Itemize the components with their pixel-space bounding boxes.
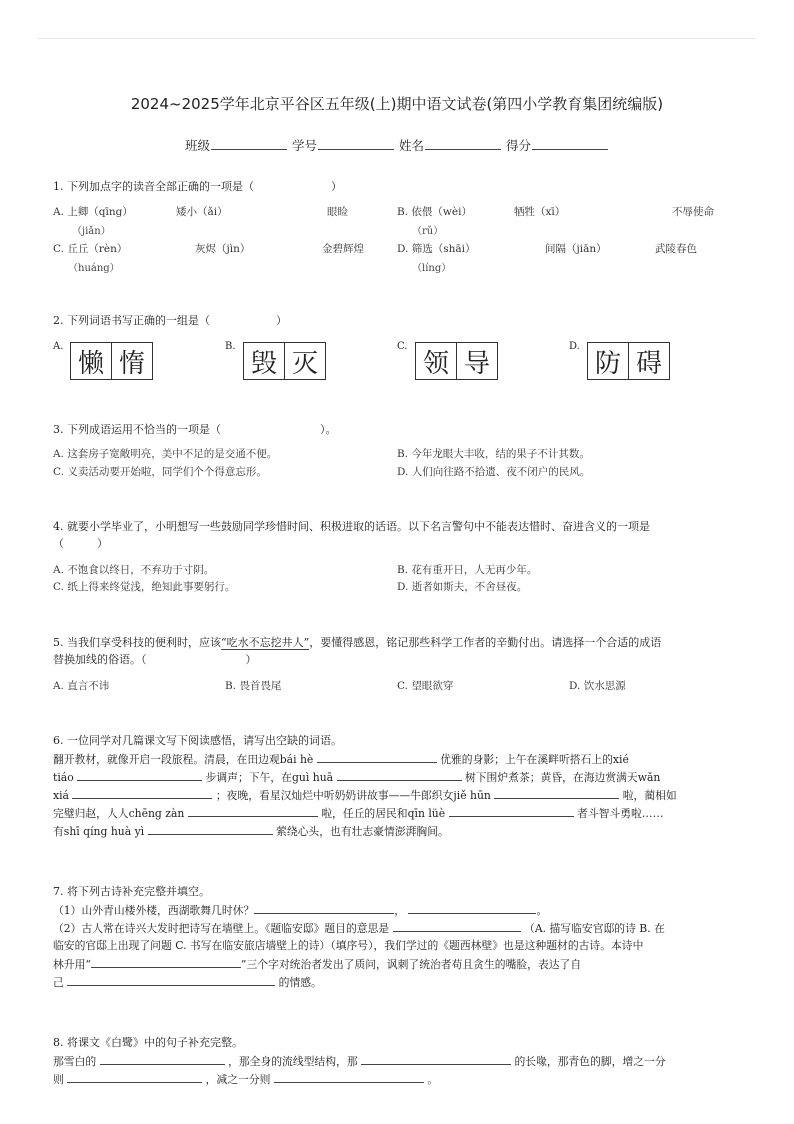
q6-text: ；夜晚，看星汉灿烂中听奶奶讲故事——牛郎织女jiě hūn <box>215 789 491 802</box>
q6-line-4 <box>53 805 743 821</box>
class-blank[interactable] <box>211 137 287 150</box>
q6-line-2 <box>53 769 743 785</box>
q6-text: 翻开教材，就像开启一段旅程。清晨，在田边观bái hè <box>53 753 314 766</box>
q6-blank-xietiao[interactable] <box>77 769 202 781</box>
q4-option-b[interactable]: B. 花有重开日，人无再少年。 <box>397 564 538 576</box>
q6-text: 优雅的身影；上午在溪畔听搭石上的xié <box>440 753 629 766</box>
char-cell: 领 <box>415 342 457 380</box>
q5-stem-part1: 5. 当我们享受科技的便利时，应该 <box>53 636 221 649</box>
student-info-row <box>0 136 794 154</box>
q2-option-d-grid[interactable] <box>587 342 670 380</box>
q1-option-a[interactable] <box>53 205 133 219</box>
q7-text: （1）山外青山楼外楼，西湖歌舞几时休？ <box>53 904 255 917</box>
q7-text: 己 <box>53 976 64 989</box>
q1-b-item3-pinyin: （rǔ） <box>412 226 444 237</box>
q1-c-item2: 灰烬（jìn） <box>195 243 251 255</box>
q2-d-label: D. <box>569 341 580 352</box>
q1-b-item2: 牺牲（xī） <box>514 206 566 218</box>
q6-text: xiá <box>53 789 69 802</box>
q6-text: 有shī qíng huà yì <box>53 825 145 838</box>
q8-text: ，减之一分则 <box>205 1073 271 1086</box>
q5-option-c[interactable]: C. 望眼欲穿 <box>397 680 454 692</box>
q6-text: 啦，蔺相如 <box>622 789 677 802</box>
q1-option-b[interactable] <box>397 205 472 219</box>
q1-option-c[interactable] <box>53 242 127 256</box>
question-4-stem-cont: （ ） <box>53 537 108 550</box>
q1-d-item1: 筛选（shāi） <box>411 243 476 255</box>
page-title: 2024~2025学年北京平谷区五年级(上)期中语文试卷(第四小学教育集团统编版) <box>130 95 664 113</box>
question-8-stem: 8. 将课文《白鹭》中的句子补充完整。 <box>53 1036 243 1049</box>
question-6-stem: 6. 一位同学对几篇课文写下阅读感悟，请写出空缺的词语。 <box>53 734 342 747</box>
q6-line-3 <box>53 787 743 803</box>
q8-text: ，那全身的流线型结构，那 <box>228 1055 358 1068</box>
q6-line-1 <box>53 751 743 767</box>
q2-b-label: B. <box>225 341 236 352</box>
q1-d-item3: 武陵春色 <box>655 243 697 255</box>
q3-option-d[interactable]: D. 人们向往路不拾遗、夜不闭户的民风。 <box>397 466 591 478</box>
q6-text: 步调声；下午，在guì huā <box>205 771 334 784</box>
question-4-stem: 4. 就要小学毕业了，小明想写一些鼓励同学珍惜时间、积极进取的话语。以下名言警句中不能表达惜时、奋进含义的一项是 <box>53 520 650 533</box>
number-label: 学号 <box>291 138 317 153</box>
char-cell: 灭 <box>285 342 326 380</box>
q1-c-item3-pinyin: （huáng） <box>68 263 120 274</box>
q3-option-a[interactable]: A. 这套房子宽敞明亮，美中不足的是交通不便。 <box>53 448 278 460</box>
q8-text: 。 <box>427 1073 439 1086</box>
question-1-stem: 1. 下列加点字的读音全部正确的一项是（ ） <box>53 180 342 193</box>
q6-blank-jiehun[interactable] <box>494 787 619 799</box>
q7-text: 的情感。 <box>278 976 322 989</box>
q8-text: 那雪白的 <box>53 1055 97 1068</box>
q7-blank-three-chars[interactable] <box>91 956 241 968</box>
q7-line-4 <box>53 956 743 972</box>
q1-b-item1: 依偎（wèi） <box>411 206 472 218</box>
q8-line-1 <box>53 1053 743 1069</box>
q3-option-c[interactable]: C. 义卖活动要开始啦，同学们个个得意忘形。 <box>53 466 267 478</box>
q4-option-a[interactable]: A. 不饱食以终日，不弃功于寸阴。 <box>53 564 215 576</box>
q6-text: 萦绕心头，也有壮志豪情澎湃胸间。 <box>276 825 449 838</box>
q7-blank-poem-2[interactable] <box>408 902 536 914</box>
char-cell: 懒 <box>70 342 112 380</box>
question-3-stem: 3. 下列成语运用不恰当的一项是（ ）。 <box>53 423 337 436</box>
q2-option-c-grid[interactable] <box>415 342 498 380</box>
q7-blank-title-meaning[interactable] <box>393 920 521 932</box>
q6-text: 者斗智斗勇啦…… <box>577 807 664 820</box>
q7-text: ， <box>394 904 406 917</box>
q1-d-item2: 间隔（jiān） <box>545 243 607 255</box>
char-cell: 毁 <box>243 342 285 380</box>
q6-text: 完璧归赵，人人chēng zàn <box>53 807 185 820</box>
q2-option-a-grid[interactable] <box>70 342 153 380</box>
q6-blank-chengzan[interactable] <box>188 805 318 817</box>
q2-option-b-grid[interactable] <box>243 342 326 380</box>
score-blank[interactable] <box>532 137 608 150</box>
name-blank[interactable] <box>425 137 501 150</box>
q5-underlined-saying: “吃水不忘挖井人” <box>221 636 310 649</box>
q1-a-item3-pinyin: （jiǎn） <box>72 226 111 237</box>
name-label: 姓名 <box>398 138 424 153</box>
q7-blank-emotion[interactable] <box>67 974 275 986</box>
q7-text: 林升用“ <box>53 958 91 971</box>
q7-blank-poem-1[interactable] <box>254 902 394 914</box>
char-cell: 碍 <box>629 342 670 380</box>
q4-option-d[interactable]: D. 逝者如斯夫，不舍昼夜。 <box>397 581 528 593</box>
q1-a-item2: 矮小（ǎi） <box>176 206 228 218</box>
q5-option-a[interactable]: A. 直言不讳 <box>53 680 110 692</box>
q8-blank-3[interactable] <box>67 1071 202 1083</box>
q7-line-1 <box>53 902 743 918</box>
q7-line-2 <box>53 920 743 936</box>
question-5-stem-cont: 替换加线的俗语。（ ） <box>53 653 257 666</box>
q1-b-item3: 不辱使命 <box>672 206 714 218</box>
q6-text: 树下围炉煮茶；黄昏，在海边赏满天wǎn <box>464 771 661 784</box>
q1-c-item3: 金碧辉煌 <box>322 243 364 255</box>
score-label: 得分 <box>505 138 531 153</box>
number-blank[interactable] <box>318 137 394 150</box>
option-label: C. <box>53 243 64 255</box>
q1-c-item1: 丘丘（rèn） <box>67 243 128 255</box>
q1-d-item3-pinyin: （líng） <box>412 263 452 274</box>
q8-line-2 <box>53 1071 743 1087</box>
q6-text: tiáo <box>53 771 74 784</box>
q8-blank-4[interactable] <box>274 1071 424 1083</box>
q1-a-item1: 上卿（qīng） <box>67 206 133 218</box>
q1-option-d[interactable] <box>397 242 476 256</box>
q8-text: 的长喙，那青色的脚，增之一分 <box>514 1055 666 1068</box>
option-label: B. <box>397 206 409 218</box>
q5-option-b[interactable]: B. 畏首畏尾 <box>225 680 282 692</box>
char-cell: 防 <box>587 342 629 380</box>
q6-blank-wanxia[interactable] <box>72 787 212 799</box>
q3-option-b[interactable]: B. 今年龙眼大丰收，结的果子不计其数。 <box>397 448 590 460</box>
q7-text: （A. 描写临安官邸的诗 B. 在 <box>524 922 665 935</box>
q7-text: （2）古人常在诗兴大发时把诗写在墙壁上。《题临安邸》题目的意思是 <box>53 922 390 935</box>
q6-text: 啦，任丘的居民和qīn lüè <box>321 807 446 820</box>
question-5-stem <box>53 635 661 650</box>
q6-blank-shiqinghuayi[interactable] <box>148 823 273 835</box>
q2-a-label: A. <box>53 341 64 352</box>
q7-text: ”三个字对统治者发出了质问，讽刺了统治者苟且贪生的嘴脸，表达了自 <box>240 958 582 971</box>
q2-c-label: C. <box>397 341 408 352</box>
header-rule <box>38 38 756 39</box>
q8-blank-2[interactable] <box>361 1053 511 1065</box>
q1-a-item3: 眼睑 <box>327 206 348 218</box>
q5-option-d[interactable]: D. 饮水思源 <box>569 680 626 692</box>
question-7-stem: 7. 将下列古诗补充完整并填空。 <box>53 885 210 898</box>
q6-blank-qinlue[interactable] <box>449 805 574 817</box>
option-label: D. <box>397 243 409 255</box>
q7-text: 。 <box>536 904 548 917</box>
q4-option-c[interactable]: C. 纸上得来终觉浅，绝知此事要躬行。 <box>53 581 236 593</box>
q5-stem-part2: ，要懂得感恩，铭记那些科学工作者的辛勤付出。请选择一个合适的成语 <box>309 636 662 649</box>
q7-line-3: 临安的官邸上出现了问题 C. 书写在临安旅店墙壁上的诗）（填序号），我们学过的《题西林壁》也是这种题材的古诗。本诗中 <box>53 939 644 952</box>
q8-text: 则 <box>53 1073 64 1086</box>
q6-line-5 <box>53 823 743 839</box>
option-label: A. <box>53 206 64 218</box>
char-cell: 导 <box>457 342 498 380</box>
q6-blank-guihua[interactable] <box>337 769 462 781</box>
q6-blank-baihe[interactable] <box>317 751 437 763</box>
q8-blank-1[interactable] <box>100 1053 225 1065</box>
char-cell: 惰 <box>112 342 153 380</box>
question-2-stem: 2. 下列词语书写正确的一组是（ ） <box>53 314 287 327</box>
class-label: 班级 <box>184 138 210 153</box>
q7-line-5 <box>53 974 743 990</box>
